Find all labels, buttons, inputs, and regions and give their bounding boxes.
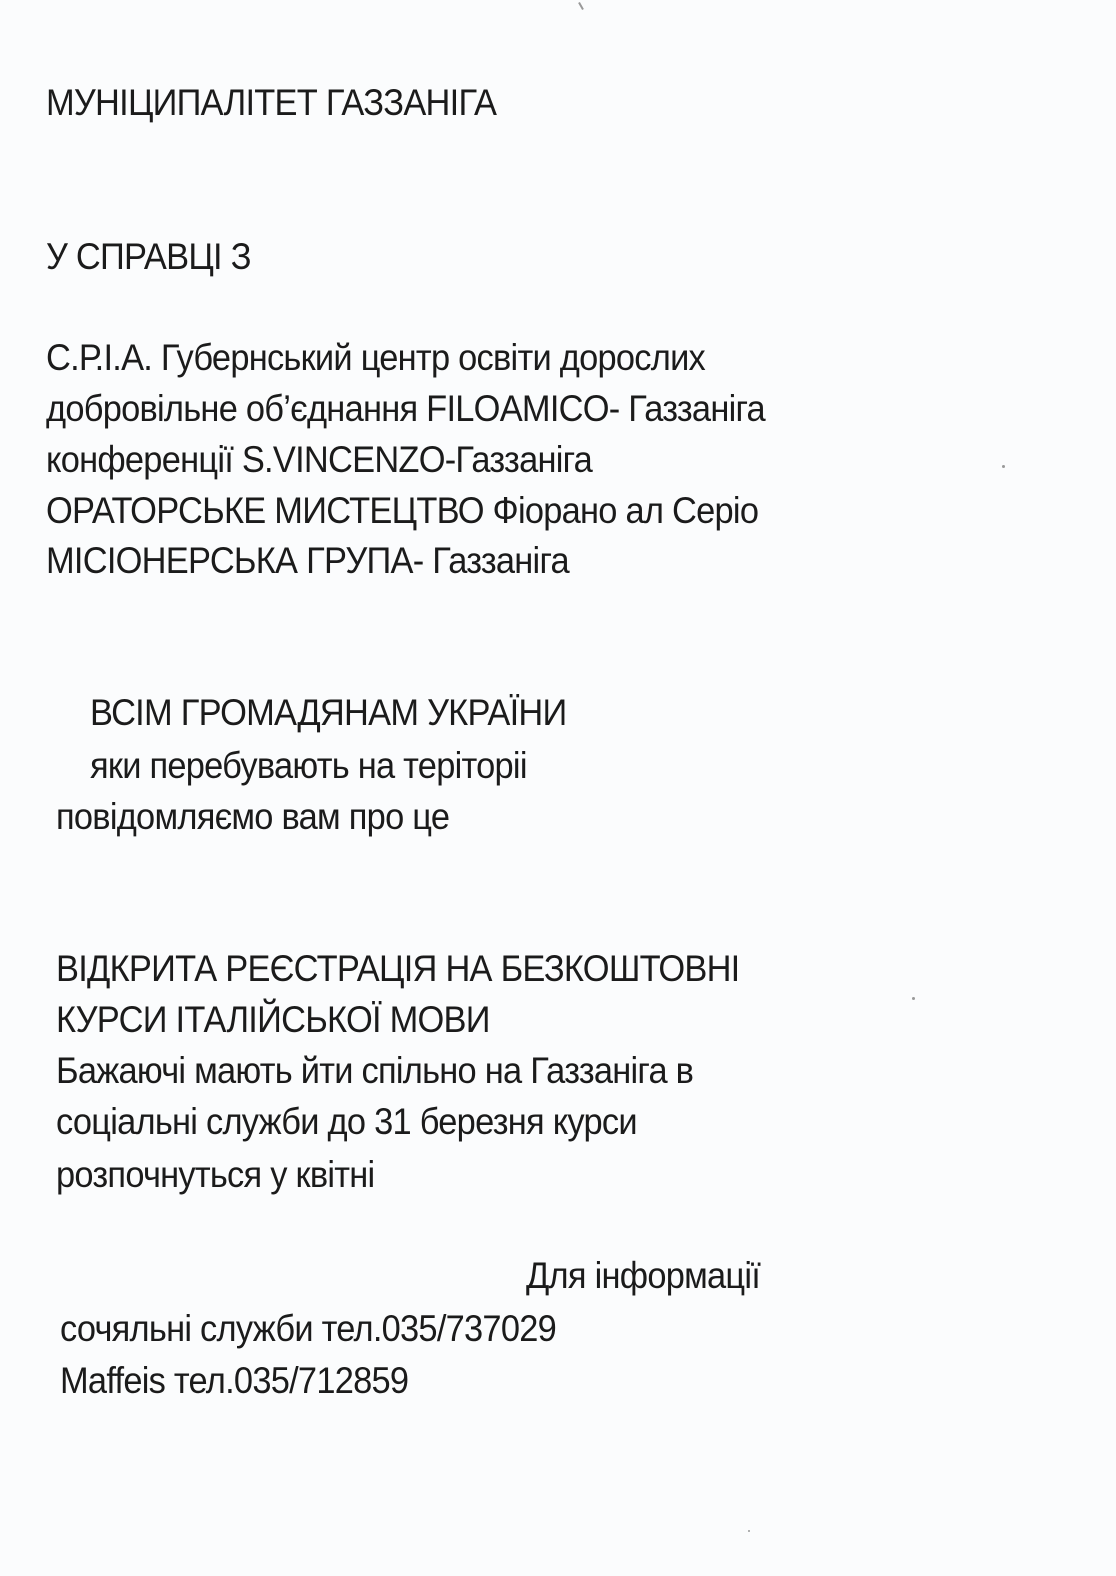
announcement-body-line: соціальні служби до 31 березня курси [56,1101,637,1142]
address-line: ВСІМ ГРОМАДЯНАМ УКРАЇНИ [90,692,567,733]
announcement-body-line: Бажаючі мають йти спільно на Газзаніга в [56,1050,694,1091]
scan-speck [912,997,915,1000]
address-line: яки перебувають на теріторіі [90,745,527,786]
partner-item: конференції S.VINCENZO-Газзаніга [46,439,593,480]
partner-item: С.Р.І.А. Губернський центр освіти дорослих [46,337,706,378]
address-line: повідомляємо вам про це [56,796,450,837]
scan-speck [1002,465,1005,468]
announcement-headline: КУРСИ ІТАЛІЙСЬКОЇ МОВИ [56,999,490,1040]
partner-item: ОРАТОРСЬКЕ МИСТЕЦТВО Фіорано ал Серіо [46,490,759,531]
contact-item: Maffeis тел.035/712859 [60,1360,409,1401]
municipality-title: МУНІЦИПАЛІТЕТ ГАЗЗАНІГА [46,82,497,123]
collaboration-label: У СПРАВЦІ З [46,236,251,277]
contact-item: сочяльні служби тел.035/737029 [60,1308,557,1349]
partner-item: МІСІОНЕРСЬКА ГРУПА- Газзаніга [46,540,569,581]
announcement-headline: ВІДКРИТА РЕЄСТРАЦІЯ НА БЕЗКОШТОВНІ [56,948,740,989]
announcement-body-line: розпочнуться у квітні [56,1154,375,1195]
scan-speck [748,1530,750,1532]
contacts-heading: Для інформації [526,1255,761,1296]
scan-mark [578,2,584,10]
partner-item: добровільне об’єднання FILOAMICO- Газзаніга [46,388,765,429]
